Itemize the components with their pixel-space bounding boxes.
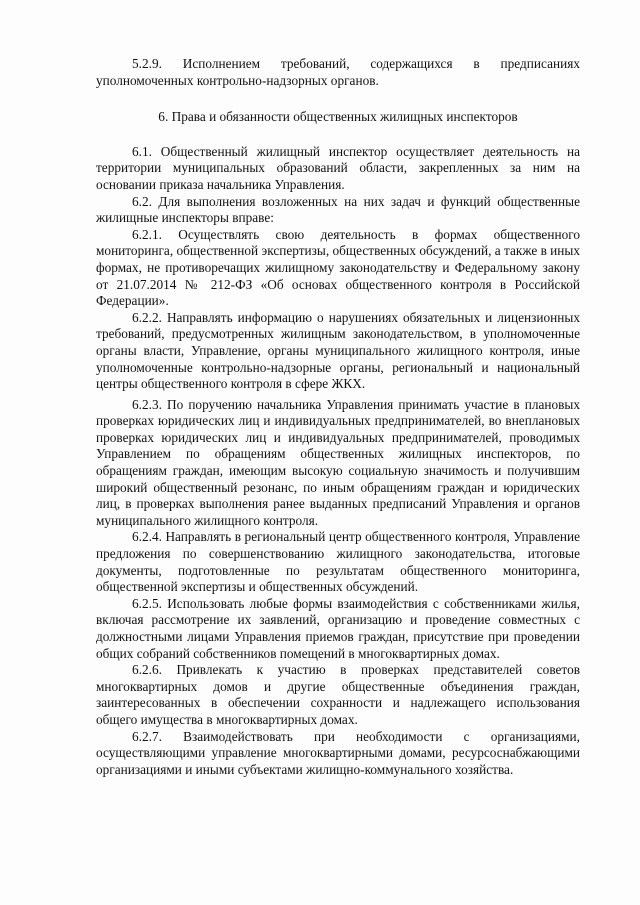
paragraph-6-2: 6.2. Для выполнения возложенных на них задач и функций общественные жилищные инспекторы вправе: [96,193,580,226]
section-heading: 6. Права и обязанности общественных жилищных инспекторов [158,109,518,125]
paragraph-5-2-9: 5.2.9. Исполнением требований, содержащихся в предписаниях уполномоченных контрольно-надзорных органов. [96,56,580,88]
paragraph-6-2-6: 6.2.6. Привлекать к участию в проверках представителей советов многоквартирных домов и другие общественные объединения граждан, заинтересованных в обеспечении сохранности и надлежащего использования общего имущества в многоквартирных домах. [96,662,580,727]
paragraph-6-2-1: 6.2.1. Осуществлять свою деятельность в формах общественного мониторинга, общественной экспертизы, общественных обсуждений, а также в иных формах, не противоречащих жилищному законодательству и Федеральному закону от 21.07.2014 № 212-ФЗ «Об основах общественного контроля в Российской Федерации». [96,226,580,309]
paragraph-6-2-4: 6.2.4. Направлять в региональный центр общественного контроля, Управление предложения по совершенствованию жилищного законодательства, итоговые документы, подготовленные по результатам общественного мониторинга, общественной экспертизы и общественных обсуждений. [96,529,580,595]
document-body [96,56,580,778]
paragraph-6-2-7: 6.2.7. Взаимодействовать при необходимости с организациями, осуществляющими управление многоквартирными домами, ресурсоснабжающими организациями и иными субъектами жилищно-коммунального хозяйства. [96,728,580,777]
paragraph-6-2-5: 6.2.5. Использовать любые формы взаимодействия с собственниками жилья, включая рассмотрение их заявлений, организацию и проведение совместных с должностными лицами Управления приемов граждан, присутствие при проведении общих собраний собственников помещений в многоквартирных домах. [96,595,580,661]
paragraph-6-1: 6.1. Общественный жилищный инспектор осуществляет деятельность на территории муниципальных образований области, закрепленных за ним на основании приказа начальника Управления. [96,143,580,192]
paragraph-6-2-2: 6.2.2. Направлять информацию о нарушениях обязательных и лицензионных требований, предусмотренных жилищным законодательством, в уполномоченные органы власти, Управление, органы муниципального жилищного контроля, иные уполномоченные контрольно-надзорные органы, региональный и национальный центры общественного контроля в сфере ЖКХ. [96,309,580,392]
paragraph-6-2-3: 6.2.3. По поручению начальника Управления принимать участие в плановых проверках юридических лиц и индивидуальных предпринимателей, во внеплановых проверках юридических лиц и индивидуальных предпринимателей, проводимых Управлением по обращениям общественных жилищных инспекторов, по обращениям граждан, имеющим высокую социальную значимость и получившим широкий общественный резонанс, по иным обращениям граждан и юридических лиц, в проверках выполнения ранее выданных предписаний Управления и органов муниципального жилищного контроля. [96,396,580,528]
